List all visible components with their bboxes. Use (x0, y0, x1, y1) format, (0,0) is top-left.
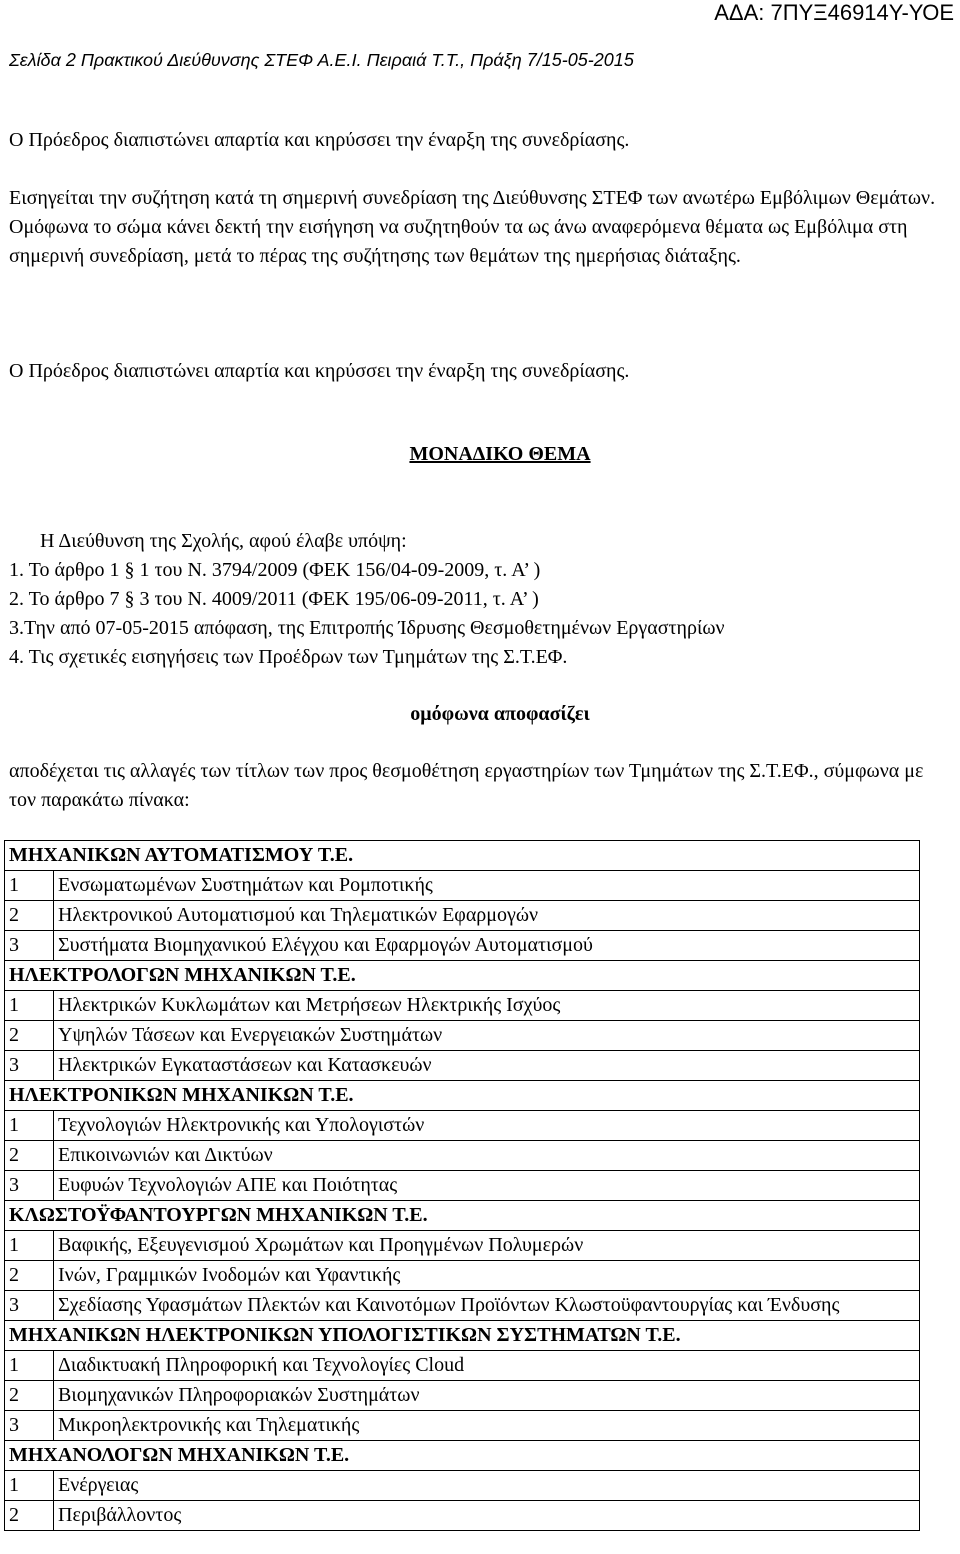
table-row (5, 1291, 920, 1321)
table-row (5, 1381, 920, 1411)
lab-title: Ηλεκτρονικού Αυτοματισμού και Τηλεματικών Εφαρμογών (54, 901, 920, 931)
department-row (5, 1321, 920, 1351)
table-row (5, 1261, 920, 1291)
lab-number: 1 (5, 1351, 54, 1381)
table-row (5, 1351, 920, 1381)
department-name: ΜΗΧΑΝΟΛΟΓΩΝ ΜΗΧΑΝΙΚΩΝ Τ.Ε. (5, 1441, 920, 1471)
paragraph-proposal: Εισηγείται την συζήτηση κατά τη σημερινή συνεδρίαση της Διεύθυνσης ΣΤΕΦ των ανωτέρω Εμβόλιμων Θεμάτων. Ομόφωνα το σώμα κάνει δεκτή την εισήγηση να συζητηθούν τα ως άνω αναφερόμενα θέματα ως Εμβόλιμα στη σημερινή συνεδρίαση, μετά το πέρας της συζήτησης των θεμάτων της ημερήσιας διάταξης. (9, 187, 936, 267)
lab-number: 2 (5, 1381, 54, 1411)
decision-text: αποδέχεται τις αλλαγές των τίτλων των προς θεσμοθέτηση εργαστηρίων των Τμημάτων της Σ.Τ.ΕΦ., σύμφωνα με τον παρακάτω πίνακα: (9, 760, 924, 811)
list-item: 4. Τις σχετικές εισηγήσεις των Προέδρων των Τμημάτων της Σ.Τ.ΕΦ. (9, 646, 568, 668)
table-row (5, 1021, 920, 1051)
department-row (5, 1081, 920, 1111)
table-row (5, 1471, 920, 1501)
lab-number: 2 (5, 1021, 54, 1051)
department-row (5, 841, 920, 871)
lab-number: 1 (5, 1111, 54, 1141)
labs-table (4, 840, 920, 1531)
table-row (5, 1051, 920, 1081)
lab-title: Ενέργειας (54, 1471, 920, 1501)
lab-title: Βιομηχανικών Πληροφοριακών Συστημάτων (54, 1381, 920, 1411)
table-row (5, 1141, 920, 1171)
lab-number: 2 (5, 1261, 54, 1291)
lab-title: Επικοινωνιών και Δικτύων (54, 1141, 920, 1171)
lab-number: 1 (5, 871, 54, 901)
ada-code: ΑΔΑ: 7ΠΥΞ46914Υ-ΥΟΕ (714, 0, 954, 25)
department-name: ΜΗΧΑΝΙΚΩΝ ΑΥΤΟΜΑΤΙΣΜΟΥ Τ.Ε. (5, 841, 920, 871)
lab-title: Σχεδίασης Υφασμάτων Πλεκτών και Καινοτόμων Προϊόντων Κλωστοϋφαντουργίας και Ένδυσης (54, 1291, 920, 1321)
lab-title: Μικροηλεκτρονικής και Τηλεματικής (54, 1411, 920, 1441)
department-name: ΗΛΕΚΤΡΟΝΙΚΩΝ ΜΗΧΑΝΙΚΩΝ Τ.Ε. (5, 1081, 920, 1111)
paragraph-quorum-2: Ο Πρόεδρος διαπιστώνει απαρτία και κηρύσσει την έναρξη της συνεδρίασης. (9, 360, 630, 382)
lab-title: Ενσωματωμένων Συστημάτων και Ρομποτικής (54, 871, 920, 901)
table-row (5, 1171, 920, 1201)
lab-title: Ινών, Γραμμικών Ινοδομών και Υφαντικής (54, 1261, 920, 1291)
table-row (5, 1411, 920, 1441)
table-row (5, 991, 920, 1021)
table-row (5, 1501, 920, 1531)
topic-title: ΜΟΝΑΔΙΚΟ ΘΕΜΑ (409, 443, 591, 465)
lab-title: Βαφικής, Εξευγενισμού Χρωμάτων και Προηγμένων Πολυμερών (54, 1231, 920, 1261)
department-row (5, 1201, 920, 1231)
considerations-list (9, 556, 725, 672)
lab-title: Τεχνολογιών Ηλεκτρονικής και Υπολογιστών (54, 1111, 920, 1141)
table-row (5, 931, 920, 961)
lab-number: 1 (5, 991, 54, 1021)
list-item: 1. Το άρθρο 1 § 1 του Ν. 3794/2009 (ΦΕΚ 156/04-09-2009, τ. Α’ ) (9, 559, 541, 581)
lab-number: 1 (5, 1231, 54, 1261)
table-row (5, 1111, 920, 1141)
department-row (5, 961, 920, 991)
lab-title: Ηλεκτρικών Κυκλωμάτων και Μετρήσεων Ηλεκτρικής Ισχύος (54, 991, 920, 1021)
lab-number: 1 (5, 1471, 54, 1501)
lab-title: Περιβάλλοντος (54, 1501, 920, 1531)
decision-heading: ομόφωνα αποφασίζει (410, 703, 590, 725)
considerations-intro: Η Διεύθυνση της Σχολής, αφού έλαβε υπόψη: (40, 530, 407, 552)
table-row (5, 901, 920, 931)
paragraph-quorum-1: Ο Πρόεδρος διαπιστώνει απαρτία και κηρύσσει την έναρξη της συνεδρίασης. (9, 129, 630, 151)
lab-number: 2 (5, 901, 54, 931)
lab-title: Ηλεκτρικών Εγκαταστάσεων και Κατασκευών (54, 1051, 920, 1081)
lab-number: 3 (5, 1411, 54, 1441)
lab-number: 3 (5, 1051, 54, 1081)
lab-number: 2 (5, 1501, 54, 1531)
list-item: 3.Την από 07-05-2015 απόφαση, της Επιτροπής Ίδρυσης Θεσμοθετημένων Εργαστηρίων (9, 617, 725, 639)
department-row (5, 1441, 920, 1471)
lab-title: Υψηλών Τάσεων και Ενεργειακών Συστημάτων (54, 1021, 920, 1051)
table-row (5, 1231, 920, 1261)
lab-number: 3 (5, 1171, 54, 1201)
lab-number: 3 (5, 931, 54, 961)
lab-title: Διαδικτυακή Πληροφορική και Τεχνολογίες Cloud (54, 1351, 920, 1381)
department-name: ΚΛΩΣΤΟΫΦΑΝΤΟΥΡΓΩΝ ΜΗΧΑΝΙΚΩΝ Τ.Ε. (5, 1201, 920, 1231)
list-item: 2. Το άρθρο 7 § 3 του Ν. 4009/2011 (ΦΕΚ 195/06-09-2011, τ. Α’ ) (9, 588, 539, 610)
department-name: ΜΗΧΑΝΙΚΩΝ ΗΛΕΚΤΡΟΝΙΚΩΝ ΥΠΟΛΟΓΙΣΤΙΚΩΝ ΣΥΣΤΗΜΑΤΩΝ Τ.Ε. (5, 1321, 920, 1351)
table-row (5, 871, 920, 901)
lab-number: 3 (5, 1291, 54, 1321)
page-header: Σελίδα 2 Πρακτικού Διεύθυνσης ΣΤΕΦ Α.Ε.Ι. Πειραιά Τ.Τ., Πράξη 7/15-05-2015 (9, 50, 634, 70)
lab-number: 2 (5, 1141, 54, 1171)
lab-title: Συστήματα Βιομηχανικού Ελέγχου και Εφαρμογών Αυτοματισμού (54, 931, 920, 961)
lab-title: Ευφυών Τεχνολογιών ΑΠΕ και Ποιότητας (54, 1171, 920, 1201)
department-name: ΗΛΕΚΤΡΟΛΟΓΩΝ ΜΗΧΑΝΙΚΩΝ Τ.Ε. (5, 961, 920, 991)
